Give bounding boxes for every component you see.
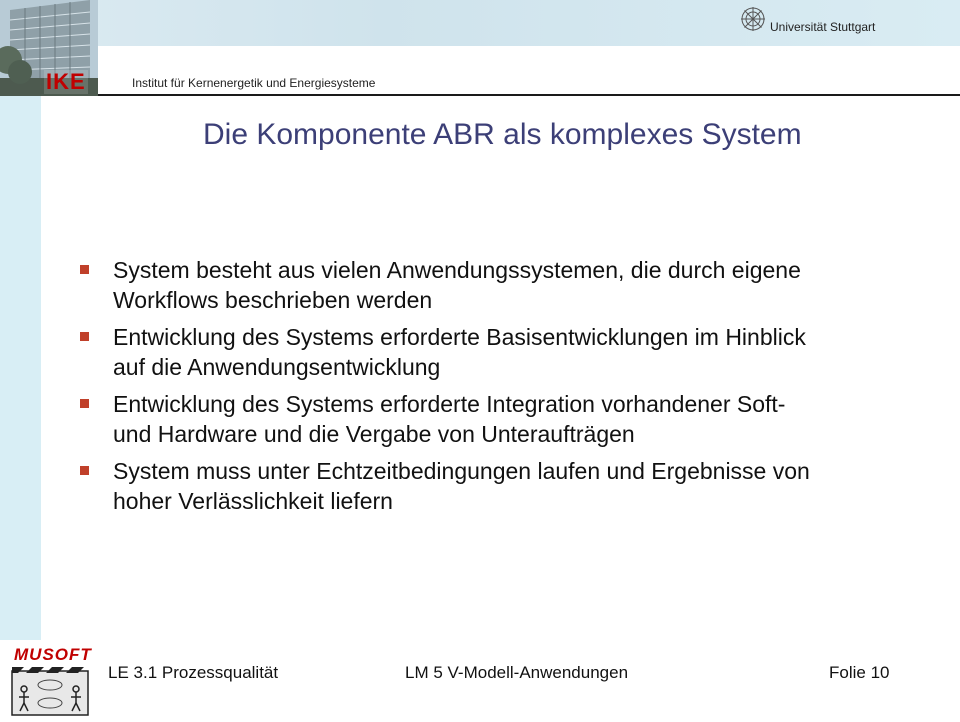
footer-module: LM 5 V-Modell-Anwendungen: [405, 663, 629, 682]
square-bullet-icon: [80, 265, 89, 274]
left-sidebar-band: [0, 0, 41, 640]
musoft-logo-text: MUSOFT: [14, 645, 92, 664]
university-name: Universität Stuttgart: [770, 19, 876, 34]
bullet-text-line: System besteht aus vielen Anwendungssystemen, die durch eigene: [113, 257, 801, 283]
bullet-text-line: Workflows beschrieben werden: [113, 287, 433, 313]
bullet-list: [77, 255, 927, 523]
bullet-text-line: Entwicklung des Systems erforderte Basisentwicklungen im Hinblick: [113, 324, 806, 350]
bullet-item: [77, 322, 927, 382]
bullet-text-line: System muss unter Echtzeitbedingungen laufen und Ergebnisse von: [113, 458, 810, 484]
footer-slide-number: Folie 10: [829, 663, 890, 682]
ike-logo: IKE: [46, 69, 86, 94]
slide-title: Die Komponente ABR als komplexes System: [203, 118, 802, 151]
university-logo: [740, 6, 875, 37]
institute-name: Institut für Kernenergetik und Energiesysteme: [132, 76, 376, 90]
square-bullet-icon: [80, 466, 89, 475]
header-divider: [98, 94, 960, 96]
bullet-text-line: Entwicklung des Systems erforderte Integration vorhandener Soft-: [113, 391, 786, 417]
footer-course: LE 3.1 Prozessqualität: [108, 663, 279, 682]
bullet-item: [77, 255, 927, 315]
bullet-text-line: hoher Verlässlichkeit liefern: [113, 488, 393, 514]
bullet-item: [77, 456, 927, 516]
university-emblem-icon: [740, 6, 766, 37]
square-bullet-icon: [80, 332, 89, 341]
bullet-text-line: auf die Anwendungsentwicklung: [113, 354, 441, 380]
musoft-logo: [4, 645, 96, 717]
square-bullet-icon: [80, 399, 89, 408]
bullet-item: [77, 389, 927, 449]
bullet-text-line: und Hardware und die Vergabe von Unteraufträgen: [113, 421, 635, 447]
